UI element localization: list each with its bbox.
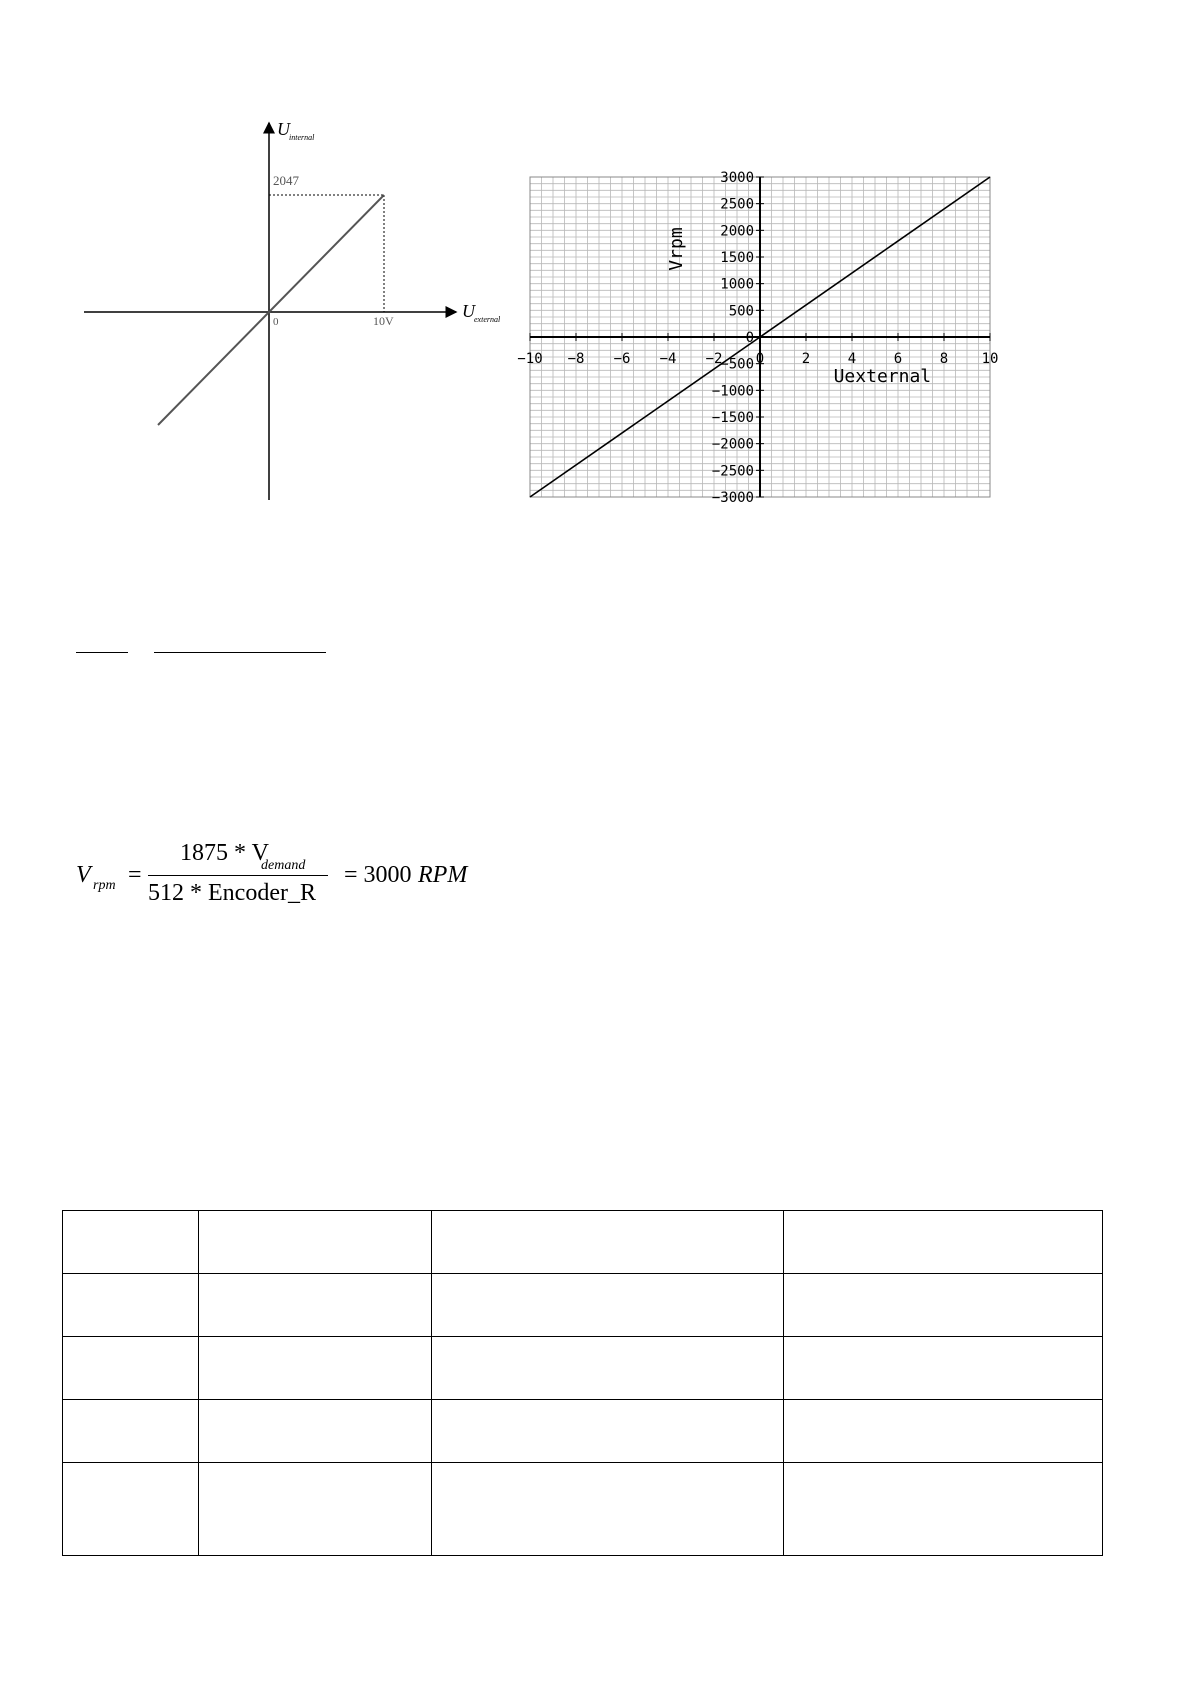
formula-denominator: 512 * Encoder_R <box>148 880 316 906</box>
x-tick-label: 4 <box>847 351 857 367</box>
vrpm-chart <box>510 160 1010 505</box>
y-tick-label: 500 <box>728 303 754 320</box>
table-cell <box>432 1337 784 1400</box>
table-cell <box>784 1337 1103 1400</box>
y-axis-label: U <box>277 119 290 139</box>
table-cell <box>784 1400 1103 1463</box>
table-cell <box>63 1337 199 1400</box>
x-axis-title: Uexternal <box>833 366 932 387</box>
x-axis-label: U <box>462 301 475 321</box>
y-tick-label: −3000 <box>711 490 754 505</box>
formula-result: = 3000 <box>344 862 412 888</box>
blank-table <box>62 1210 1103 1556</box>
formula-unit: RPM <box>418 862 468 888</box>
table-cell <box>199 1211 432 1274</box>
formula-numerator: 1875 * V <box>180 840 269 866</box>
table-cell <box>199 1463 432 1556</box>
table-row <box>63 1400 1103 1463</box>
table-cell <box>63 1400 199 1463</box>
x-tick-label: 2 <box>801 351 811 367</box>
table-row <box>63 1337 1103 1400</box>
table-cell <box>63 1463 199 1556</box>
y-tick-label: 0 <box>745 330 754 346</box>
table-row <box>63 1211 1103 1274</box>
y-tick-label: −500 <box>720 356 754 373</box>
table-cell <box>199 1400 432 1463</box>
formula <box>76 840 496 920</box>
y-tick-label: −1500 <box>711 410 754 426</box>
y-axis-sub: internal <box>289 133 315 142</box>
table-cell <box>432 1211 784 1274</box>
table-cell <box>432 1463 784 1556</box>
x-point-label: 10V <box>373 314 394 328</box>
origin-label: 0 <box>273 316 279 328</box>
x-axis-sub: external <box>474 315 501 324</box>
table-cell <box>63 1211 199 1274</box>
table-row <box>63 1463 1103 1556</box>
x-tick-label: 10 <box>981 351 999 367</box>
underline-short <box>76 652 128 653</box>
x-tick-label: −10 <box>517 351 543 367</box>
table-cell <box>63 1274 199 1337</box>
table-cell <box>199 1274 432 1337</box>
table-cell <box>784 1274 1103 1337</box>
table-cell <box>432 1274 784 1337</box>
x-tick-label: −8 <box>567 351 585 367</box>
x-tick-label: 0 <box>755 351 765 367</box>
table-cell <box>784 1463 1103 1556</box>
y-tick-label: 2500 <box>720 196 754 213</box>
transfer-line <box>158 195 384 425</box>
table-cell <box>432 1400 784 1463</box>
y-tick-label: 1000 <box>720 276 754 293</box>
formula-numerator-sub: demand <box>261 858 306 873</box>
y-axis-title: Vrpm <box>665 227 687 271</box>
table-row <box>63 1274 1103 1337</box>
x-tick-label: 6 <box>893 351 903 367</box>
y-tick-label: −1000 <box>711 383 754 400</box>
y-tick-label: 3000 <box>720 170 754 186</box>
y-tick-label: −2000 <box>711 436 754 453</box>
fraction-bar <box>148 875 328 876</box>
table-cell <box>199 1337 432 1400</box>
x-tick-label: −4 <box>659 351 677 367</box>
underline-long <box>154 652 326 653</box>
x-tick-label: 8 <box>939 351 949 367</box>
x-tick-label: −6 <box>613 351 631 367</box>
max-value-label: 2047 <box>273 173 299 188</box>
table-cell <box>784 1211 1103 1274</box>
x-tick-label: −2 <box>705 351 723 367</box>
formula-eq1: = <box>128 862 142 888</box>
y-tick-label: 2000 <box>720 223 754 240</box>
formula-lhs-sub: rpm <box>93 878 116 893</box>
internal-external-diagram <box>80 115 520 505</box>
y-tick-label: 1500 <box>720 250 754 266</box>
formula-lhs: V <box>76 862 91 888</box>
y-tick-label: −2500 <box>711 463 754 480</box>
